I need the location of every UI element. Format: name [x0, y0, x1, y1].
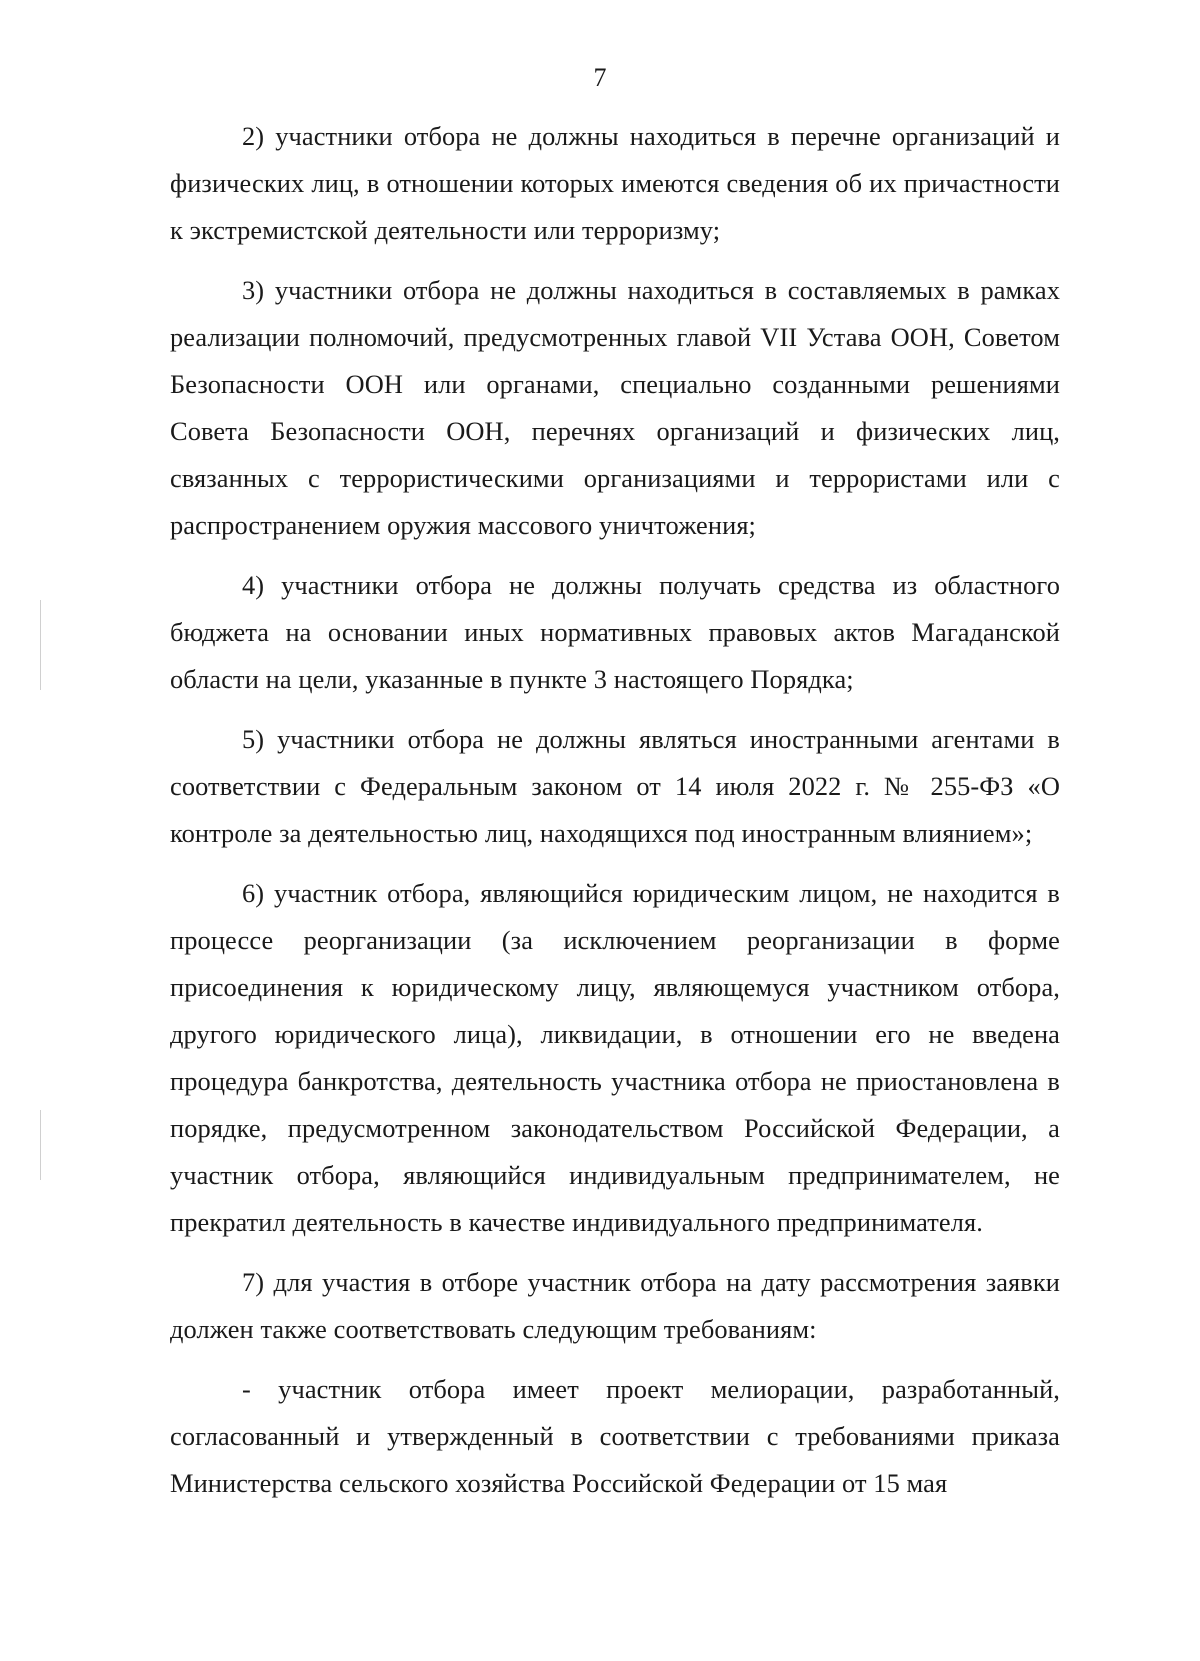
paragraph-item-4: 4) участники отбора не должны получать средства из областного бюджета на основании иных нормативных правовых актов Магаданской области на цели, указанные в пункте 3 настоящего Порядка; [170, 570, 1060, 694]
scan-edge-mark [40, 1110, 41, 1180]
paragraph-item-5: 5) участники отбора не должны являться иностранными агентами в соответствии с Федеральным законом от 14 июля 2022 г. № 255-ФЗ «О контроле за деятельностью лиц, находящихся под иностранным влиянием»; [170, 724, 1060, 848]
scan-edge-mark [40, 600, 41, 690]
paragraph-item-6: 6) участник отбора, являющийся юридическим лицом, не находится в процессе реорганизации (за исключением реорганизации в форме присоединения к юридическому лицу, являющемуся участником отбора, другого юридического лица), ликвидации, в отношении его не введена процедура банкротства, деятельность участника отбора не приостановлена в порядке, предусмотренном законодательством Российской Федерации, а участник отбора, являющийся индивидуальным предпринимателем, не прекратил деятельность в качестве индивидуального предпринимателя. [170, 878, 1060, 1237]
page-number: 7 [593, 63, 607, 92]
paragraph-item-3: 3) участники отбора не должны находиться в составляемых в рамках реализации полномочий, предусмотренных главой VII Устава ООН, Советом Безопасности ООН или органами, специально созданными решениями Совета Безопасности ООН, перечнях организаций и физических лиц, связанных с террористическими организациями и террористами или с распространением оружия массового уничтожения; [170, 275, 1060, 540]
paragraph-subitem-dash: - участник отбора имеет проект мелиорации, разработанный, согласованный и утвержденный в соответствии с требованиями приказа Министерства сельского хозяйства Российской Федерации от 15 мая [170, 1374, 1060, 1498]
document-body [170, 113, 1060, 1520]
paragraph-item-7: 7) для участия в отборе участник отбора на дату рассмотрения заявки должен также соответствовать следующим требованиям: [170, 1267, 1060, 1344]
paragraph-item-2: 2) участники отбора не должны находиться в перечне организаций и физических лиц, в отношении которых имеются сведения об их причастности к экстремистской деятельности или терроризму; [170, 121, 1060, 245]
